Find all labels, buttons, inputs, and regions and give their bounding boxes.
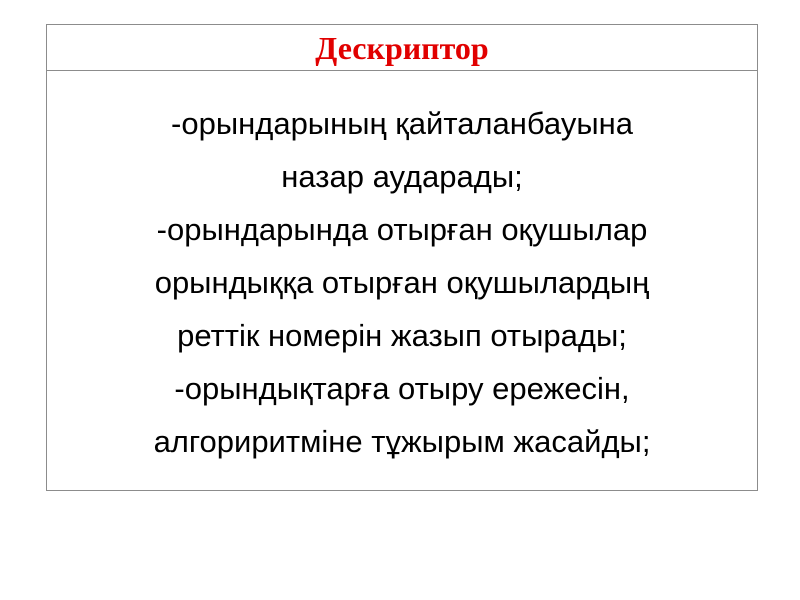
descriptor-line: -орындықтарға отыру ережесін, xyxy=(174,371,630,406)
descriptor-line: орындыққа отырған оқушылардың xyxy=(154,265,650,300)
header-cell xyxy=(47,25,757,71)
descriptor-line: алгориритміне тұжырым жасайды; xyxy=(153,424,651,459)
descriptor-line: -орындарының қайталанбауына xyxy=(171,106,633,141)
descriptor-line: реттік номерін жазып отырады; xyxy=(177,318,627,353)
descriptor-table xyxy=(46,24,758,491)
descriptor-line: -орындарында отырған оқушылар xyxy=(156,212,648,247)
table-title: Дескриптор xyxy=(315,29,489,66)
descriptor-line: назар аударады; xyxy=(281,159,523,194)
body-cell xyxy=(47,71,757,490)
